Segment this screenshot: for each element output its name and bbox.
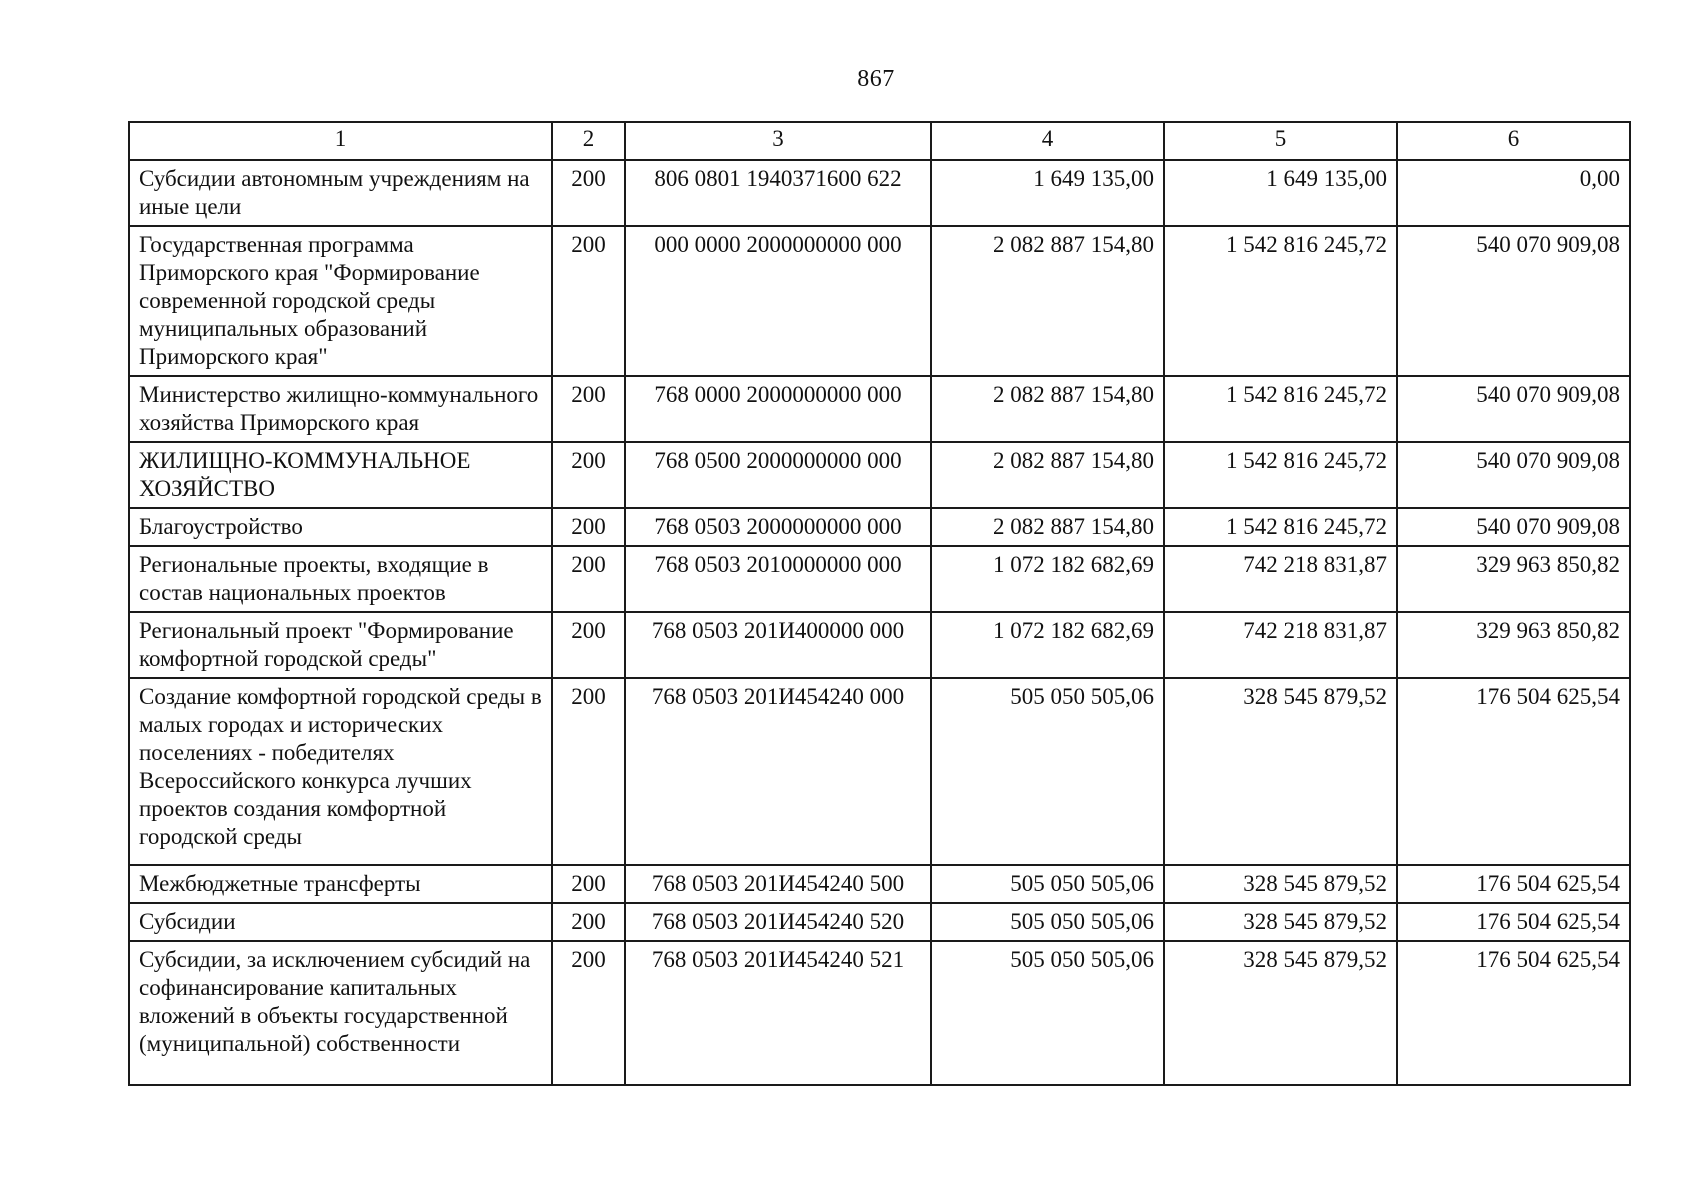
row-value-6: 540 070 909,08 xyxy=(1397,442,1630,508)
column-header: 5 xyxy=(1164,122,1397,160)
row-classification-code: 768 0503 201И454240 521 xyxy=(625,941,931,1085)
row-name: Министерство жилищно-коммунального хозяйства Приморского края xyxy=(129,376,552,442)
row-code: 200 xyxy=(552,612,625,678)
row-value-4: 505 050 505,06 xyxy=(931,903,1164,941)
column-header: 2 xyxy=(552,122,625,160)
row-code: 200 xyxy=(552,546,625,612)
row-code: 200 xyxy=(552,941,625,1085)
row-value-5: 328 545 879,52 xyxy=(1164,903,1397,941)
row-value-5: 1 542 816 245,72 xyxy=(1164,442,1397,508)
row-value-5: 328 545 879,52 xyxy=(1164,941,1397,1085)
row-code: 200 xyxy=(552,160,625,226)
row-code: 200 xyxy=(552,226,625,376)
header-row xyxy=(129,122,1630,160)
row-name: Региональные проекты, входящие в состав национальных проектов xyxy=(129,546,552,612)
row-classification-code: 768 0503 201И400000 000 xyxy=(625,612,931,678)
table-row xyxy=(129,612,1630,678)
row-value-6: 176 504 625,54 xyxy=(1397,903,1630,941)
row-classification-code: 768 0503 201И454240 520 xyxy=(625,903,931,941)
row-classification-code: 768 0503 201И454240 500 xyxy=(625,865,931,903)
table-row xyxy=(129,903,1630,941)
row-classification-code: 768 0503 2010000000 000 xyxy=(625,546,931,612)
row-code: 200 xyxy=(552,376,625,442)
table-row xyxy=(129,678,1630,865)
row-value-4: 505 050 505,06 xyxy=(931,678,1164,865)
row-value-6: 540 070 909,08 xyxy=(1397,508,1630,546)
row-value-4: 505 050 505,06 xyxy=(931,941,1164,1085)
table-row xyxy=(129,442,1630,508)
row-name: Межбюджетные трансферты xyxy=(129,865,552,903)
page-number: 867 xyxy=(857,66,895,92)
row-code: 200 xyxy=(552,678,625,865)
row-name: Благоустройство xyxy=(129,508,552,546)
table-row xyxy=(129,160,1630,226)
row-value-6: 540 070 909,08 xyxy=(1397,376,1630,442)
row-name: Субсидии автономным учреждениям на иные цели xyxy=(129,160,552,226)
row-name: Региональный проект "Формирование комфортной городской среды" xyxy=(129,612,552,678)
row-value-4: 1 072 182 682,69 xyxy=(931,546,1164,612)
row-code: 200 xyxy=(552,865,625,903)
row-value-6: 329 963 850,82 xyxy=(1397,612,1630,678)
row-value-5: 328 545 879,52 xyxy=(1164,865,1397,903)
row-value-4: 2 082 887 154,80 xyxy=(931,442,1164,508)
row-name: Субсидии, за исключением субсидий на софинансирование капитальных вложений в объекты государственной (муниципальной) собственности xyxy=(129,941,552,1085)
column-header: 4 xyxy=(931,122,1164,160)
table-row xyxy=(129,941,1630,1085)
row-value-6: 0,00 xyxy=(1397,160,1630,226)
row-classification-code: 768 0000 2000000000 000 xyxy=(625,376,931,442)
row-classification-code: 806 0801 1940371600 622 xyxy=(625,160,931,226)
row-name: ЖИЛИЩНО-КОММУНАЛЬНОЕ ХОЗЯЙСТВО xyxy=(129,442,552,508)
row-value-4: 2 082 887 154,80 xyxy=(931,376,1164,442)
row-value-4: 1 072 182 682,69 xyxy=(931,612,1164,678)
row-name: Субсидии xyxy=(129,903,552,941)
column-header: 6 xyxy=(1397,122,1630,160)
table-row xyxy=(129,376,1630,442)
row-code: 200 xyxy=(552,903,625,941)
row-classification-code: 768 0500 2000000000 000 xyxy=(625,442,931,508)
row-value-4: 2 082 887 154,80 xyxy=(931,226,1164,376)
row-value-4: 2 082 887 154,80 xyxy=(931,508,1164,546)
row-value-5: 1 542 816 245,72 xyxy=(1164,226,1397,376)
row-classification-code: 000 0000 2000000000 000 xyxy=(625,226,931,376)
table-row xyxy=(129,226,1630,376)
table-row xyxy=(129,508,1630,546)
row-value-6: 176 504 625,54 xyxy=(1397,865,1630,903)
budget-table xyxy=(128,121,1631,1086)
row-value-6: 176 504 625,54 xyxy=(1397,941,1630,1085)
row-value-6: 176 504 625,54 xyxy=(1397,678,1630,865)
row-value-4: 505 050 505,06 xyxy=(931,865,1164,903)
row-value-5: 328 545 879,52 xyxy=(1164,678,1397,865)
row-value-4: 1 649 135,00 xyxy=(931,160,1164,226)
row-value-6: 540 070 909,08 xyxy=(1397,226,1630,376)
row-value-5: 742 218 831,87 xyxy=(1164,546,1397,612)
table-row xyxy=(129,546,1630,612)
row-value-5: 1 649 135,00 xyxy=(1164,160,1397,226)
row-value-5: 1 542 816 245,72 xyxy=(1164,376,1397,442)
row-value-5: 742 218 831,87 xyxy=(1164,612,1397,678)
column-header: 3 xyxy=(625,122,931,160)
row-code: 200 xyxy=(552,508,625,546)
row-code: 200 xyxy=(552,442,625,508)
column-header: 1 xyxy=(129,122,552,160)
row-value-5: 1 542 816 245,72 xyxy=(1164,508,1397,546)
table-row xyxy=(129,865,1630,903)
row-classification-code: 768 0503 2000000000 000 xyxy=(625,508,931,546)
row-name: Создание комфортной городской среды в малых городах и исторических поселениях - победителях Всероссийского конкурса лучших проектов создания комфортной городской среды xyxy=(129,678,552,865)
row-classification-code: 768 0503 201И454240 000 xyxy=(625,678,931,865)
row-value-6: 329 963 850,82 xyxy=(1397,546,1630,612)
row-name: Государственная программа Приморского края "Формирование современной городской среды муниципальных образований Приморского края" xyxy=(129,226,552,376)
